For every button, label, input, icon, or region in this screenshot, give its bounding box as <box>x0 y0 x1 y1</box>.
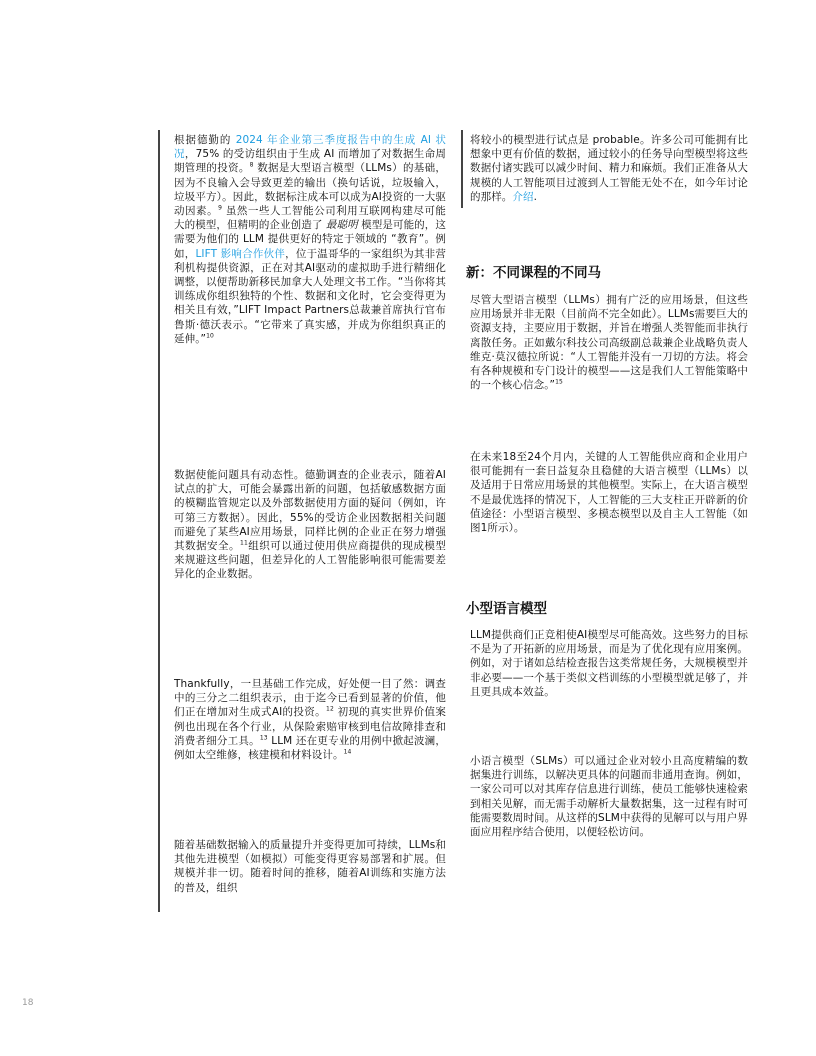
right-column-rule <box>461 130 463 208</box>
section-heading-slm: 小型语言模型 <box>466 601 547 617</box>
text: 将较小的模型进行试点是 probable。许多公司可能拥有比想象中更有价值的数据，通过较小的任务导向型模型将这些数据付诸实践可以减少时间、精力和麻烦。我们正准备从大规模的人工智能项目过渡到人工智能无处不在，如今年讨论的那样。 <box>470 134 748 203</box>
footnote-ref: 12 <box>326 705 334 713</box>
left-paragraph-2 <box>174 468 446 582</box>
right-paragraph-5 <box>470 754 748 839</box>
text: 尽管大型语言模型（LLMs）拥有广泛的应用场景，但这些应用场景并非无限（目前尚不完全如此）。LLMs需要巨大的资源支持，主要应用于数据，并旨在增强人类智能而非执行离散任务。正如戴尔科技公司高级副总裁兼企业战略负责人维克·莫汉德拉所说：“人工智能并没有一刀切的方法。将会有各种规模和专门设计的模型——这是我们人工智能策略中的一个核心信念。” <box>470 294 748 392</box>
text: . <box>533 190 538 203</box>
left-column-rule <box>158 130 160 912</box>
text: 模型是可能的，这需要为他们的 LLM 提供更好的特定于领域的 “教育”。例如， <box>174 219 446 260</box>
text: Thankfully，一旦基础工作完成，好处便一目了然：调查中的三分之二组织表示，由于迄今已看到显著的价值，他们正在增加对生成式AI的投资。 <box>174 678 446 719</box>
text: LLM 还在更专业的用例中掀起波澜，例如太空维修，核建模和材料设计。 <box>174 734 446 762</box>
footnote-ref: 10 <box>206 332 214 340</box>
text: 数据使能问题具有动态性。德勤调查的企业表示，随着AI试点的扩大，可能会暴露出新的问题，包括敏感数据方面的模糊监管规定以及外部数据使用方面的疑问（例如，许可第三方数据）。因此，55%的受访企业因数据相关问题而避免了某些AI应用场景，同样比例的企业正在努力增强其数据安全。 <box>174 469 446 553</box>
right-paragraph-2 <box>470 293 748 392</box>
text: 初现的真实世界价值案例也出现在各个行业，从保险索赔审核到电信故障排查和消费者细分工具。 <box>174 706 447 747</box>
right-paragraph-3 <box>470 450 748 535</box>
lift-link[interactable]: LIFT 影响合作伙伴 <box>195 247 286 260</box>
report-link[interactable]: 2024 年企业第三季度报告中的生成 AI 状况 <box>174 134 446 161</box>
footnote-ref: 14 <box>343 748 352 756</box>
text: 小语言模型（SLMs）可以通过企业对较小且高度精编的数据集进行训练，以解决更具体的问题而非通用查询。例如，一家公司可以对其库存信息进行训练，使员工能够快速检索到相关见解，而无需手动解析大量数据集，这一过程有时可能需要数周时间。从这样的SLM中获得的见解可以与用户界面应用程序结合使用，以便轻松访问。 <box>470 755 748 839</box>
text: 数据是大型语言模型（LLMs）的基础，因为不良输入会导致更差的输出（换句话说，垃圾输入，垃圾平方）。因此，数据标注成本可以成为AI投资的一大驱动因素。 <box>174 162 446 218</box>
text: 虽然一些人工智能公司利用互联网构建尽可能大的模型，但精明的企业创造了 <box>174 205 446 232</box>
text: 根据德勤的 <box>174 134 236 146</box>
left-paragraph-4 <box>174 838 446 895</box>
footnote-ref: 15 <box>555 378 563 386</box>
footnote-ref: 9 <box>218 204 223 212</box>
footnote-ref: 8 <box>249 161 254 169</box>
footnote-ref: 13 <box>259 734 268 742</box>
text: ，75% 的受访组织由于生成 AI 而增加了对数据生命周期管理的投资。 <box>174 148 446 175</box>
right-paragraph-1 <box>470 133 748 204</box>
page-number: 18 <box>22 998 34 1008</box>
text: ，位于温哥华的一家组织为其非营利机构提供资源，正在对其AI驱动的虚拟助手进行精细化调整，以便帮助新移民加拿大人处理文书工作。“当你将其训练成你组织独特的个性、数据和文化时，它会变得更为相关且有效，”LIFT Impact Partners总裁兼首席执行官布鲁斯·德沃表示。“它带来了真实感，并成为你组织真正的延伸。” <box>174 247 447 345</box>
left-paragraph-3 <box>174 677 446 762</box>
text: 随着基础数据输入的质量提升并变得更加可持续，LLMs和其他先进模型（如模拟）可能变得更容易部署和扩展。但规模并非一切。随着时间的推移，随着AI训练和实施方法的普及，组织 <box>174 839 446 894</box>
text: LLM提供商们正竞相使AI模型尽可能高效。这些努力的目标不是为了开拓新的应用场景，而是为了优化现有应用案例。例如，对于诸如总结检查报告这类常规任务，大规模模型并非必要——一个基于类似文档训练的小型模型就足够了，并且更具成本效益。 <box>470 629 748 698</box>
section-heading-new: 新：不同课程的不同马 <box>466 265 601 281</box>
left-paragraph-1 <box>174 133 446 346</box>
text: 组织可以通过使用供应商提供的现成模型来规避这些问题，但差异化的人工智能影响很可能需要差异化的企业数据。 <box>174 540 446 581</box>
right-paragraph-4 <box>470 628 748 699</box>
text: 在未来18至24个月内，关键的人工智能供应商和企业用户很可能拥有一套日益复杂且稳健的大语言模型（LLMs）以及适用于日常应用场景的其他模型。实际上，在大语言模型不是最优选择的情况下，人工智能的三大支柱正开辟新的价值途径：小型语言模型、多模态模型以及自主人工智能（如图1所示）。 <box>470 451 748 535</box>
emphasis: 最聪明 <box>325 219 358 232</box>
footnote-ref: 11 <box>240 539 248 547</box>
intro-link[interactable]: 介绍 <box>512 190 534 203</box>
